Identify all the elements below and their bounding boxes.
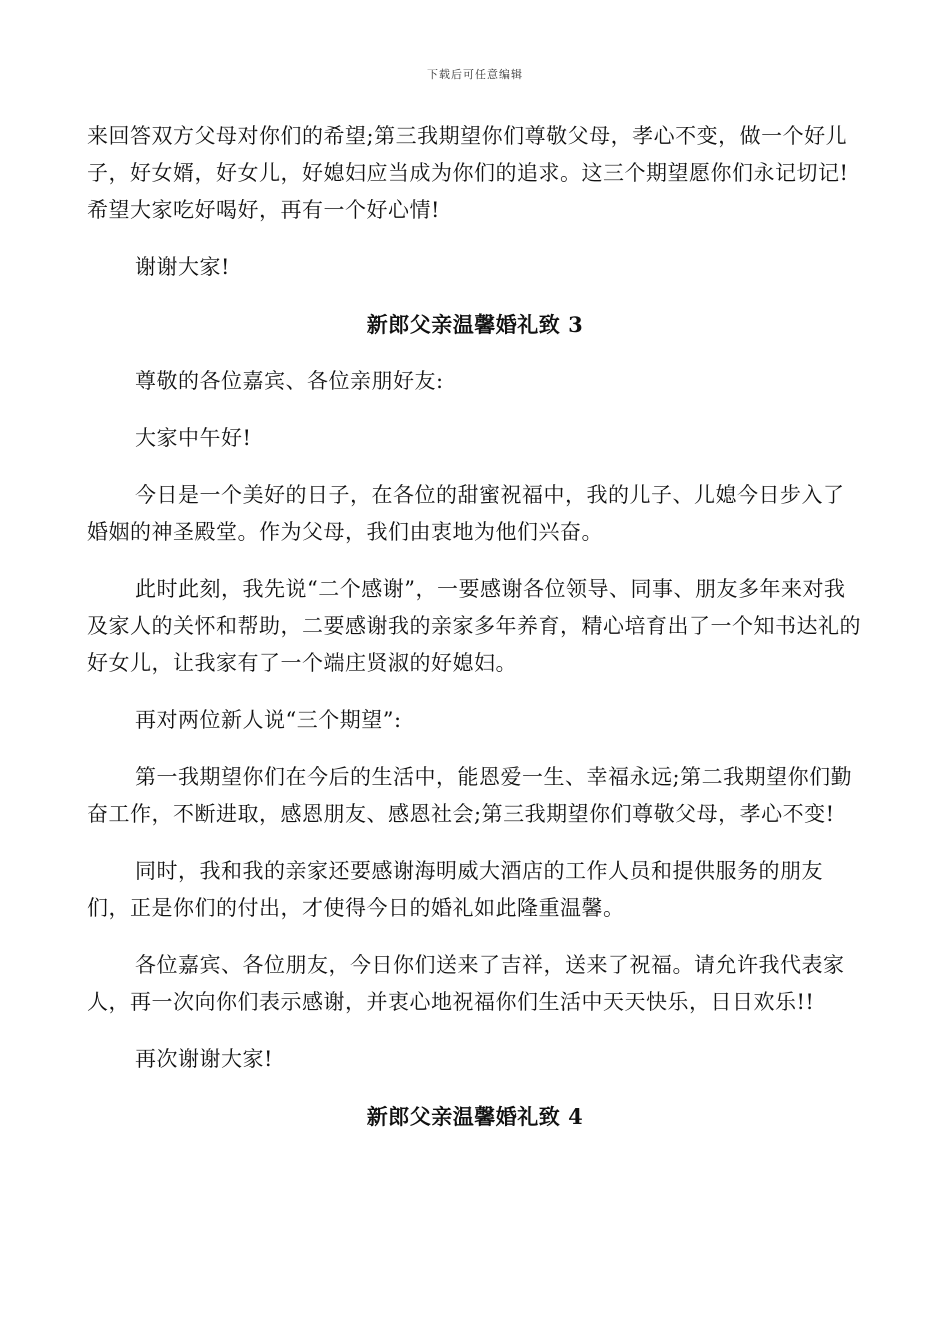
paragraph-blessing: 各位嘉宾、各位朋友，今日你们送来了吉祥，送来了祝福。请允许我代表家人，再一次向你们表示感谢，并衷心地祝福你们生活中天天快乐，日日欢乐!! (87, 953, 845, 1014)
document-body (87, 118, 863, 1155)
paragraph-two-thanks: 此时此刻，我先说“二个感谢”，一要感谢各位领导、同事、朋友多年来对我及家人的关怀和帮助，二要感谢我的亲家多年养育，精心培育出了一个知书达礼的好女儿，让我家有了一个端庄贤淑的好媳妇。 (87, 577, 861, 675)
paragraph-three-hopes-intro: 再对两位新人说“三个期望”: (135, 708, 402, 732)
paragraph-thanks-again: 再次谢谢大家! (135, 1047, 273, 1071)
section-heading-3: 新郎父亲温馨婚礼致 3 (366, 312, 584, 337)
paragraph-three-hopes: 第一我期望你们在今后的生活中，能恩爱一生、幸福永远;第二我期望你们勤奋工作，不断进取，感恩朋友、感恩社会;第三我期望你们尊敬父母，孝心不变! (87, 765, 853, 826)
paragraph-today: 今日是一个美好的日子，在各位的甜蜜祝福中，我的儿子、儿媳今日步入了婚姻的神圣殿堂。作为父母，我们由衷地为他们兴奋。 (87, 483, 845, 544)
paragraph-continued: 来回答双方父母对你们的希望;第三我期望你们尊敬父母，孝心不变，做一个好儿子，好女婿，好女儿，好媳妇应当成为你们的追求。这三个期望愿你们永记切记!希望大家吃好喝好，再有一个好心情! (87, 124, 849, 222)
paragraph-hotel-thanks: 同时，我和我的亲家还要感谢海明威大酒店的工作人员和提供服务的朋友们，正是你们的付出，才使得今日的婚礼如此隆重温馨。 (87, 859, 823, 920)
paragraph-good-noon: 大家中午好! (135, 426, 252, 450)
paragraph-thanks: 谢谢大家! (135, 255, 230, 279)
section-heading-4: 新郎父亲温馨婚礼致 4 (366, 1104, 584, 1129)
paragraph-greeting: 尊敬的各位嘉宾、各位亲朋好友: (135, 369, 444, 393)
page-header-note: 下载后可任意编辑 (427, 68, 523, 81)
